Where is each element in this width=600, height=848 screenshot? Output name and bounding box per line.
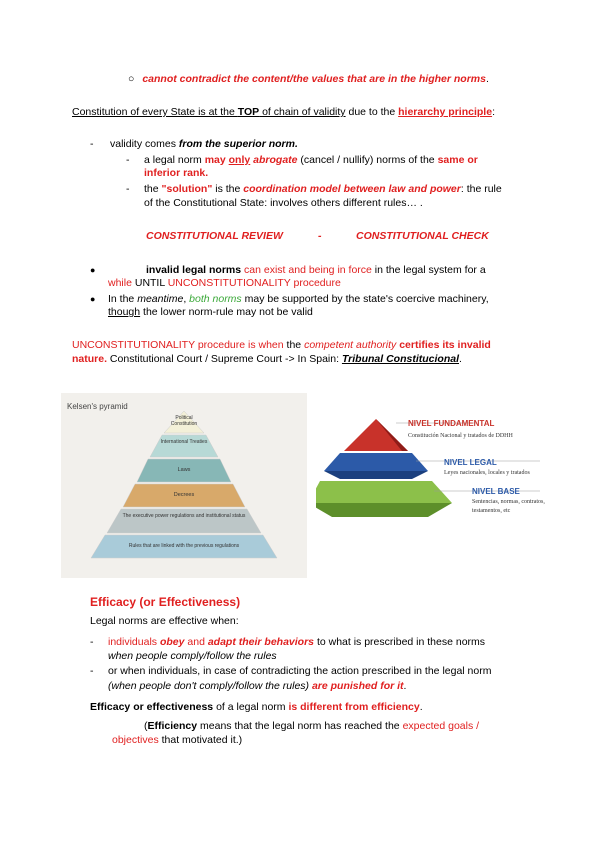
bullet-invalid-norms: invalid legal norms can exist and being in force in the legal system for a (146, 264, 486, 276)
pyramid-level-5: The executive power regulations and institutional status (122, 513, 246, 519)
nivel-fundamental-title: NIVEL FUNDAMENTAL (408, 419, 495, 428)
nivel-legal-title: NIVEL LEGAL (444, 458, 497, 467)
pyramid-level-3: Laws (177, 467, 191, 473)
kelsen-title: Kelsen's pyramid (67, 402, 128, 411)
pyramid-level-2: International Treaties (160, 439, 208, 445)
bullet-meantime: In the meantime, both norms may be supported by the state's coercive machinery, (108, 293, 489, 305)
sub-item-solution: - the "solution" is the coordination model between law and power: the rule (126, 183, 502, 195)
review-dash: - (318, 230, 322, 242)
efficacy-heading: Efficacy (or Effectiveness) (90, 595, 241, 609)
review-left: CONSTITUTIONAL REVIEW (146, 230, 283, 242)
efficiency-definition: (Efficiency means that the legal norm has reached the expected goals / (144, 720, 480, 732)
review-right: CONSTITUTIONAL CHECK (356, 230, 489, 242)
constitution-line: Constitution of every State is at the TOP of chain of validity due to the hierarchy principle: (72, 106, 495, 118)
sub-item-solution-cont: of the Constitutional State: involves others different rules… . (144, 197, 423, 209)
pyramid-level-1: Political Constitution (170, 415, 198, 427)
bullet-dot: ● (90, 294, 96, 304)
efficacy-item-obey: - individuals obey and adapt their behaviors to what is prescribed in these norms (90, 636, 486, 648)
nivel-base-title: NIVEL BASE (472, 487, 520, 496)
unconstitutionality-paragraph-cont: nature. Constitutional Court / Supreme Court -> In Spain: Tribunal Constitucional. (72, 353, 462, 365)
pyramid-level-6: Rules that are linked with the previous regulations (128, 543, 240, 549)
validity-item: - validity comes from the superior norm. (90, 138, 298, 150)
pyramid-level-4: Decrees (173, 492, 195, 498)
efficacy-item-punished-cont: (when people don't comply/follow the rules) are punished for it. (108, 680, 407, 692)
nivel-pyramid-image (316, 405, 545, 523)
sub-item-abrogate: - a legal norm may only abrogate (cancel / nullify) norms of the same or (126, 154, 478, 166)
efficiency-definition-cont: objectives that motivated it.) (112, 734, 243, 746)
efficacy-vs-efficiency: Efficacy or effectiveness of a legal norm is different from efficiency. (90, 701, 423, 713)
nivel-base-sub1: Sentencias, normas, contratos, (472, 499, 545, 505)
nivel-base-sub2: testamentos, etc (472, 508, 511, 514)
efficacy-item-punished: - or when individuals, in case of contradicting the action prescribed in the legal norm (90, 665, 492, 677)
nivel-legal-sub: Leyes nacionales, locales y tratados (444, 470, 530, 476)
efficacy-item-obey-cont: when people comply/follow the rules (108, 650, 277, 662)
bullet-invalid-norms-cont: while UNTIL UNCONSTITUTIONALITY procedure (108, 277, 341, 289)
nivel-fundamental-sub: Constitución Nacional y tratados de DDHH (408, 433, 513, 439)
bullet-meantime-cont: though the lower norm-rule may not be valid (108, 306, 313, 318)
efficacy-intro: Legal norms are effective when: (90, 615, 239, 627)
bullet-dot: ● (90, 265, 96, 275)
top-list-item: ○ cannot contradict the content/the values that are in the higher norms. (128, 73, 489, 85)
kelsen-pyramid-image (61, 393, 307, 578)
sub-item-abrogate-cont: inferior rank. (144, 167, 209, 179)
unconstitutionality-paragraph: UNCONSTITUTIONALITY procedure is when the competent authority certifies its invalid (72, 339, 491, 351)
